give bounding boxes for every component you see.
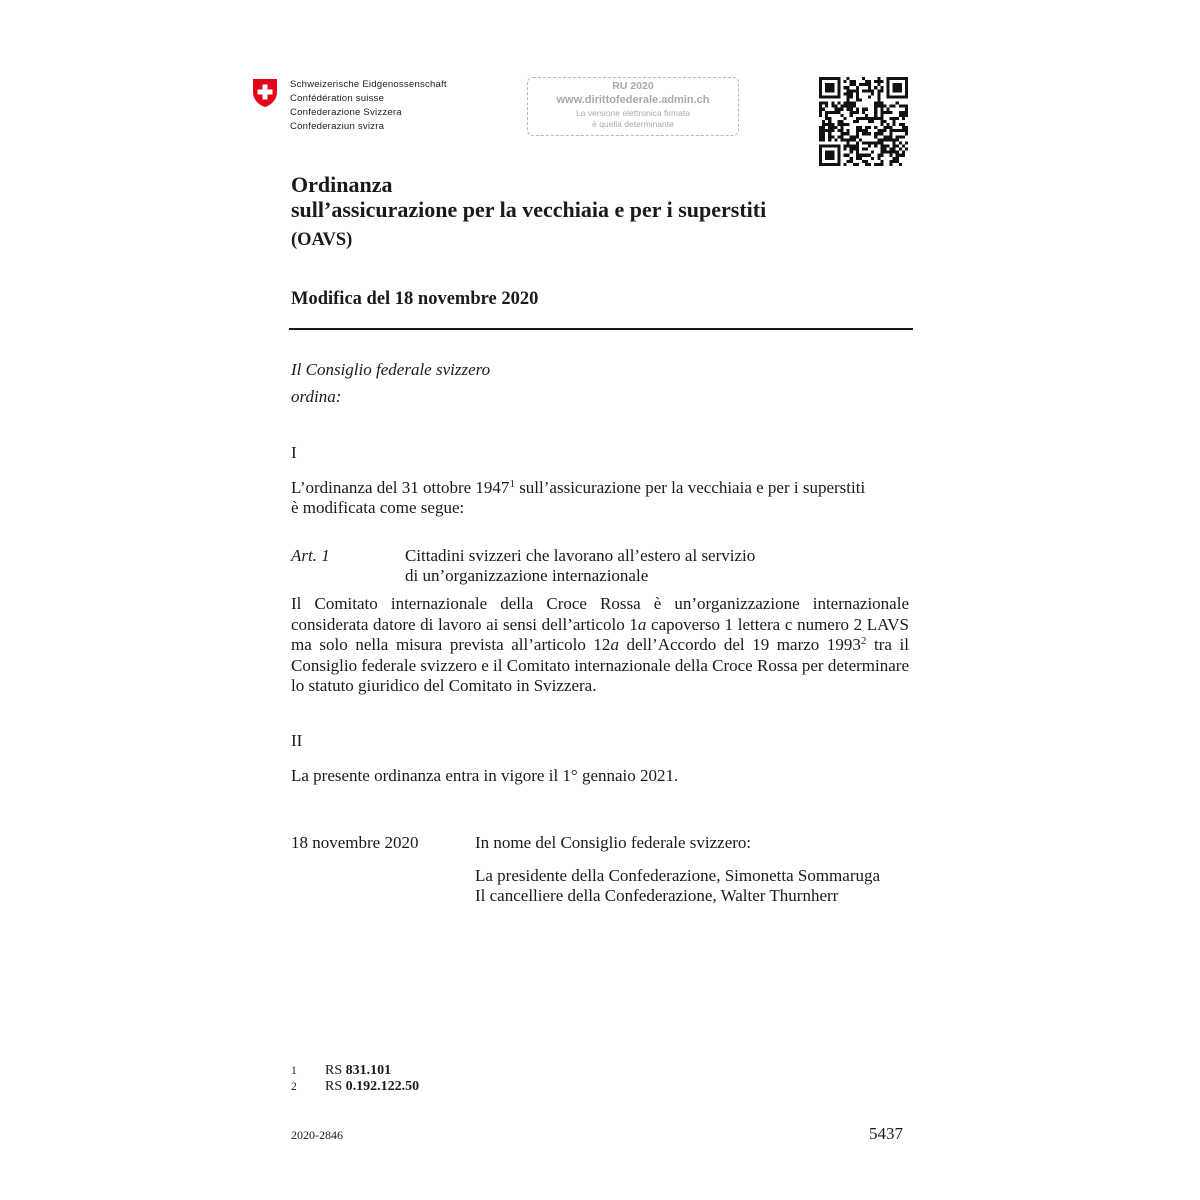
document-subtitle: sull’assicurazione per la vecchiaia e per i superstiti xyxy=(291,197,767,222)
footnote-prefix: RS xyxy=(325,1079,346,1094)
intro-text-cont: sull’assicurazione per la vecchiaia e per i superstiti xyxy=(514,478,866,497)
footnote-prefix: RS xyxy=(325,1063,346,1078)
section-1-intro-line2: è modificata come segue: xyxy=(291,498,465,517)
section-2-text: La presente ordinanza entra in vigore il 1° gennaio 2021. xyxy=(291,766,679,785)
section-2-numeral: II xyxy=(291,731,303,750)
article-text-part: capoverso 1 lettera c numero 2 LAVS ma solo nella misura prevista all’articolo 12 xyxy=(291,614,909,654)
article-heading-line1: Cittadini svizzeri che lavorano all’estero al servizio xyxy=(405,546,756,565)
swiss-coat-of-arms-icon xyxy=(252,78,278,108)
article-heading-line2: di un’organizzazione internazionale xyxy=(405,566,649,585)
signature-on-behalf: In nome del Consiglio federale svizzero: xyxy=(475,833,752,852)
section-1-numeral: I xyxy=(291,443,297,462)
section-1-intro-line1 xyxy=(291,478,865,499)
article-text-italic: a xyxy=(610,635,619,654)
article-text-part: Il Comitato internazionale della Croce Rossa è un’organizzazione internazionale considerata datore di lavoro ai sensi dell’articolo 1 xyxy=(291,594,909,634)
footnote-number: 2 xyxy=(291,1081,297,1093)
footnote-ref-1: 1 xyxy=(509,478,515,490)
article-text-italic: a xyxy=(637,614,647,634)
preamble-verb: ordina: xyxy=(291,387,342,406)
confederation-name-it: Confederazione Svizzera xyxy=(290,107,402,118)
article-text-part: dell’Accordo del 19 marzo 1993 xyxy=(618,635,861,654)
confederation-name-de: Schweizerische Eidgenossenschaft xyxy=(290,79,447,90)
document-title: Ordinanza xyxy=(291,172,393,197)
article-label: Art. 1 xyxy=(291,546,330,565)
preamble-authority: Il Consiglio federale svizzero xyxy=(291,360,491,379)
signature-date: 18 novembre 2020 xyxy=(291,833,419,852)
stamp-note-line1: La versione elettronica firmata xyxy=(576,108,690,118)
footnote-2 xyxy=(291,1079,420,1095)
qr-code-icon xyxy=(819,77,908,166)
official-publication-stamp xyxy=(527,77,739,136)
confederation-names xyxy=(290,78,447,134)
footnote-ref-2: 2 xyxy=(860,635,867,647)
footnote-reference: 831.101 xyxy=(345,1063,392,1078)
footnote-1 xyxy=(291,1063,392,1079)
confederation-name-rm: Confederaziun svizra xyxy=(290,121,385,132)
amendment-date: Modifica del 18 novembre 2020 xyxy=(291,289,539,309)
signature-chancellor: Il cancelliere della Confederazione, Walter Thurnherr xyxy=(475,886,839,905)
footnote-reference: 0.192.122.50 xyxy=(345,1079,420,1094)
confederation-name-fr: Confédération suisse xyxy=(290,93,385,104)
title-divider xyxy=(289,328,913,330)
signature-president: La presidente della Confederazione, Simonetta Sommaruga xyxy=(475,866,881,885)
document-number: 2020-2846 xyxy=(291,1128,343,1142)
document-abbreviation: (OAVS) xyxy=(291,230,353,250)
article-text xyxy=(291,594,909,697)
page-number: 5437 xyxy=(869,1124,903,1143)
intro-text: L’ordinanza del 31 ottobre 1947 xyxy=(291,478,510,497)
stamp-collection: RU 2020 xyxy=(612,80,654,92)
stamp-note-line2: è quella determinante xyxy=(592,118,674,129)
stamp-website: www.dirittofederale.admin.ch xyxy=(556,94,710,106)
article-text-part: tra il Consiglio federale svizzero e il Comitato internazionale della Croce Rossa per determinare lo statuto giuridico del Comitato in Svizzera. xyxy=(291,635,909,695)
footnote-number: 1 xyxy=(291,1065,297,1077)
